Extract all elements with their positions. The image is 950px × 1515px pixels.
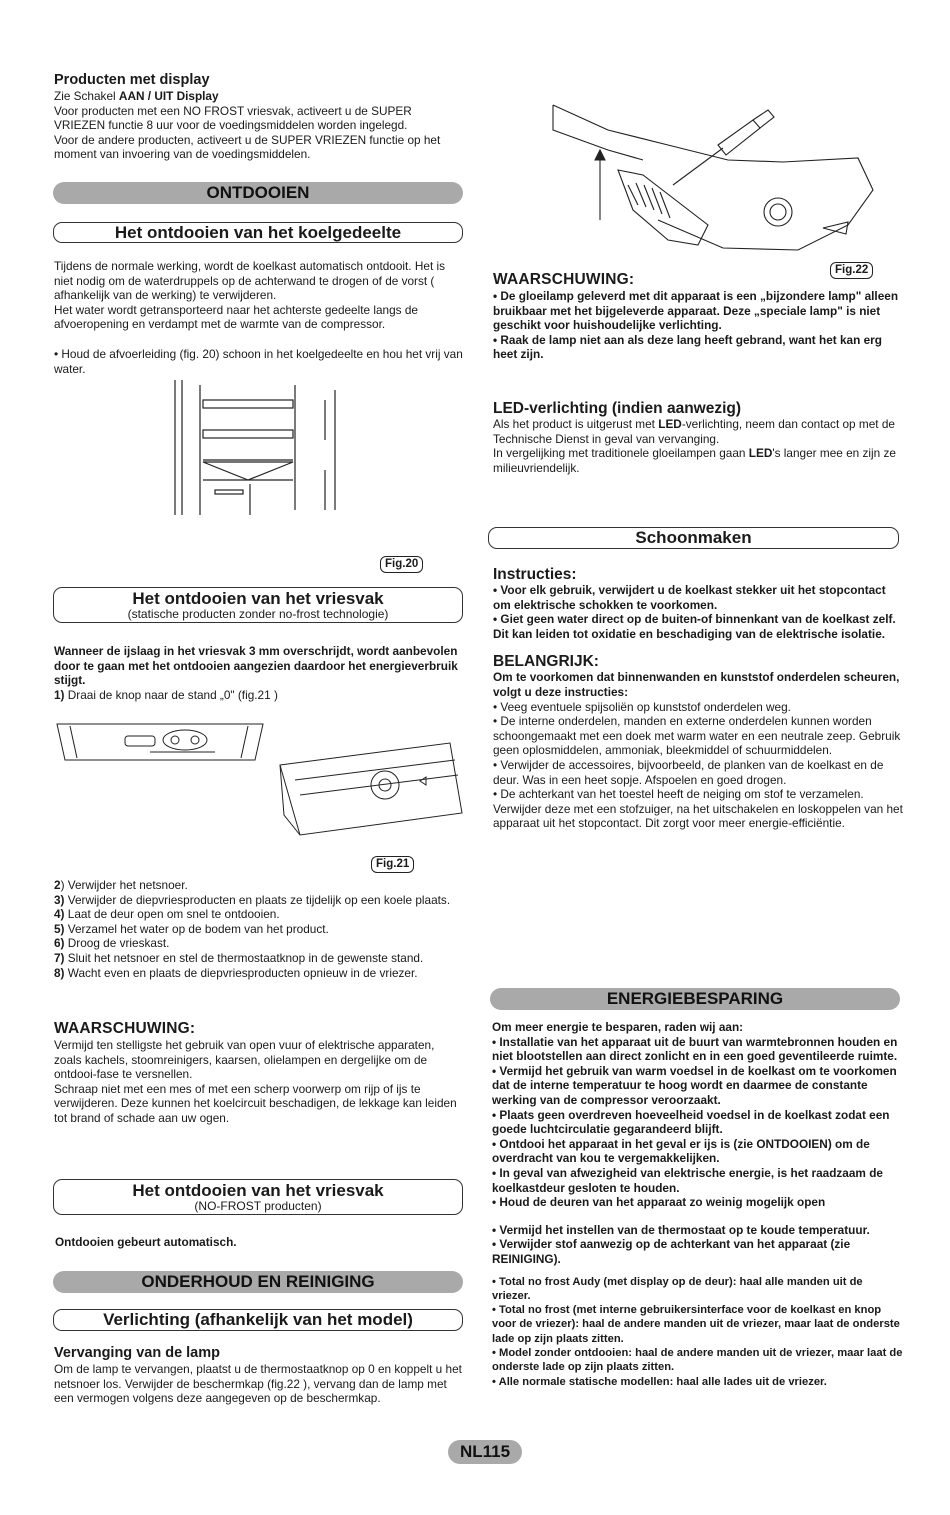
step-5-num: 5) bbox=[54, 921, 65, 936]
page-number: NL115 bbox=[448, 1440, 522, 1464]
energie-bar: ENERGIEBESPARING bbox=[490, 988, 900, 1010]
instructies-p2: • Giet geen water direct op de buiten-of binnenkant van de koelkast zelf. Dit kan leiden tot oxidatie en beschadiging van de elektrische isolatie. bbox=[493, 612, 896, 641]
instructies-section bbox=[493, 566, 903, 831]
led-p1-c: -verlichting, neem dan contact op met de Technische Dienst in geval van vervanging. bbox=[493, 417, 895, 446]
step-4-text: Laat de deur open om snel te ontdooien. bbox=[64, 907, 280, 922]
nofrost-bar-subtitle: (NO-FROST producten) bbox=[194, 1199, 322, 1213]
koel-bar bbox=[53, 222, 463, 243]
energie-item-6: • In geval van afwezigheid van elektrische energie, is het raadzaam de koelkastdeur gesloten te houden. bbox=[492, 1165, 883, 1195]
step-8 bbox=[54, 966, 464, 981]
energie-item-8: • Vermijd het instellen van de thermostaat op te koude temperatuur. bbox=[492, 1222, 870, 1237]
belangrijk-heading: BELANGRIJK: bbox=[493, 653, 599, 671]
energie-item-9: • Verwijder stof aanwezig op de achterkant van het apparaat (zie REINIGING). bbox=[492, 1237, 851, 1266]
led-p2-b: LED bbox=[748, 446, 773, 461]
thermostat-knob-illustration bbox=[270, 735, 465, 840]
step-2-text: ) Verwijder het netsnoer. bbox=[60, 878, 188, 892]
display-p1-bold: AAN / UIT Display bbox=[118, 89, 219, 103]
step-1-num: 1) bbox=[54, 687, 65, 702]
schoon-bar bbox=[488, 527, 899, 549]
energie-item-7: • Houd de deuren van het apparaat zo weinig mogelijk open bbox=[492, 1195, 826, 1210]
step-3-text: Verwijder de diepvriesproducten en plaats ze tijdelijk op een koele plaats. bbox=[64, 892, 451, 907]
energie-item-3: • Vermijd het gebruik van warm voedsel in de koelkast om te voorkomen dat de interne temperatuur te hoog wordt en daarmee de constante werking van de compressor veroorzaakt. bbox=[492, 1063, 897, 1107]
lamp-heading: Vervanging van de lamp bbox=[54, 1345, 220, 1361]
steps-list bbox=[54, 878, 464, 980]
step-6 bbox=[54, 936, 464, 951]
display-p2: Voor producten met een NO FROST vriesvak, activeert u de SUPER VRIEZEN functie 8 uur voor de voedingsmiddelen worden ingelegd. bbox=[54, 103, 412, 133]
lamp-text: Om de lamp te vervangen, plaatst u de thermostaatknop op 0 en koppelt u het netsnoer los. Verwijder de beschermkap (fig.22 ), vervang dan de lamp met een vermogen volgens deze aangegeven op de beschermkap. bbox=[54, 1362, 462, 1406]
step-6-num: 6) bbox=[54, 936, 65, 951]
energie-item-4: • Plaats geen overdreven hoeveelheid voedsel in de koelkast zodat een goede luchtcirculatie gegarandeerd blijft. bbox=[492, 1107, 890, 1137]
verlichting-bar-title: Verlichting (afhankelijk van het model) bbox=[103, 1310, 413, 1329]
left-warning-heading: WAARSCHUWING: bbox=[54, 1020, 196, 1037]
vries-bold-text: Wanneer de ijslaag in het vriesvak 3 mm overschrijdt, wordt aanbevolen door te gaan met het ontdooien aangezien daardoor het energieverbruik stijgt. bbox=[54, 644, 458, 688]
vries-bar bbox=[53, 587, 463, 623]
right-warning-p1: • De gloeilamp geleverd met dit apparaat is een „bijzondere lamp" alleen bruikbaar met het bijgeleverde apparaat. Deze „speciale lamp" is niet geschikt voor huishoudelijke verlichting. bbox=[493, 289, 899, 333]
energie-item-5: • Ontdooi het apparaat in het geval er ijs is (zie ONTDOOIEN) om de overdracht van kou te vergemakkelijken. bbox=[492, 1136, 870, 1166]
led-p1-a: Als het product is uitgerust met bbox=[493, 417, 659, 431]
energie-item-12: • Model zonder ontdooien: haal de andere manden uit de vriezer, maar laat de onderste lade op zijn plaats zitten. bbox=[492, 1346, 903, 1374]
koel-p1: Tijdens de normale werking, wordt de koelkast automatisch ontdooit. Het is niet nodig om de waterdruppels op de achterwand te drogen of de vorst ( afhankelijk van de werking) te verwijderen. bbox=[54, 259, 446, 303]
step-2-num: 2 bbox=[54, 878, 61, 892]
onderhoud-bar: ONDERHOUD EN REINIGING bbox=[53, 1271, 463, 1293]
step-6-text: Droog de vrieskast. bbox=[64, 936, 170, 951]
nofrost-text: Ontdooien gebeurt automatisch. bbox=[55, 1235, 237, 1249]
step-1-text: Draai de knop naar de stand „0" (fig.21 ) bbox=[64, 687, 278, 702]
step-8-text: Wacht even en plaats de diepvriesproducten opnieuw in de vriezer. bbox=[64, 965, 418, 980]
ontdooien-bar: ONTDOOIEN bbox=[53, 182, 463, 204]
right-warning bbox=[493, 271, 903, 362]
left-warning-p1: Vermijd ten stelligste het gebruik van open vuur of elektrische apparaten, zoals kachels, stoomreinigers, kaarsen, olielampen en dergelijke om de ontdooi-fase te versnellen. bbox=[54, 1038, 435, 1082]
step-2 bbox=[54, 878, 464, 893]
belangrijk-bold: Om te voorkomen dat binnenwanden en kunststof onderdelen scheuren, volgt u deze instructies: bbox=[493, 670, 900, 699]
led-p2-a: In vergelijking met traditionele gloeilampen gaan bbox=[493, 446, 749, 461]
display-p3: Voor de andere producten, activeert u de SUPER VRIEZEN functie op het moment van invoering van de voedingsmiddelen. bbox=[54, 132, 441, 162]
belangrijk-item-1: • Veeg eventuele spijsoliën op kunststof onderdelen weg. bbox=[493, 699, 791, 714]
led-p2-c: 's langer mee en zijn ze milieuvriendelijk. bbox=[493, 446, 896, 475]
vries-section bbox=[54, 644, 464, 702]
koel-p3: • Houd de afvoerleiding (fig. 20) schoon in het koelgedeelte en hou het vrij van water. bbox=[54, 346, 463, 376]
energie-item-1: Om meer energie te besparen, raden wij aan: bbox=[492, 1020, 744, 1034]
step-7-num: 7) bbox=[54, 950, 65, 965]
lamp-cover-screwdriver-illustration bbox=[548, 100, 878, 260]
belangrijk-item-3: • Verwijder de accessoires, bijvoorbeeld, de planken van de koelkast en de deur. Was in een heet sopje. Afspoelen en goed drogen. bbox=[493, 757, 884, 787]
step-1 bbox=[54, 688, 464, 703]
step-3-num: 3) bbox=[54, 892, 65, 907]
led-heading: LED-verlichting (indien aanwezig) bbox=[493, 400, 742, 417]
vries-bar-subtitle: (statische producten zonder no-frost technologie) bbox=[127, 607, 389, 621]
verlichting-bar bbox=[53, 1309, 463, 1331]
step-8-num: 8) bbox=[54, 965, 65, 980]
thermostat-strip-illustration bbox=[55, 722, 265, 767]
display-p1 bbox=[54, 89, 464, 104]
instructies-p1: • Voor elk gebruik, verwijdert u de koelkast stekker uit het stopcontact om elektrische schokken te voorkomen. bbox=[493, 583, 886, 612]
belangrijk-item-2: • De interne onderdelen, manden en externe onderdelen kunnen worden schoongemaakt met een doek met warm water en een neutrale zeep. Gebruik geen oplosmiddelen, ammoniak, bleekmiddel of schuurmiddelen. bbox=[493, 714, 901, 758]
fig20-label: Fig.20 bbox=[380, 556, 423, 573]
energie-item-13: • Alle normale statische modellen: haal alle lades uit de vriezer. bbox=[492, 1375, 827, 1388]
display-p1-text: Zie Schakel bbox=[54, 89, 119, 103]
lamp-section bbox=[54, 1345, 464, 1406]
koel-p2: Het water wordt getransporteerd naar het achterste gedeelte langs de afvoeropening en verdampt met de warmte van de compressor. bbox=[54, 302, 418, 332]
energie-item-11: • Total no frost (met interne gebruikersinterface voor de koelkast en knop voor de vriezer): haal de andere manden uit de vriezer, maar laat de onderste lade op zijn plaats zitten. bbox=[492, 1304, 900, 1345]
energie-item-2: • Installatie van het apparaat uit de buurt van warmtebronnen houden en niet blootstellen aan direct zonlicht en in een goed geventileerde ruimte. bbox=[492, 1034, 898, 1064]
step-7-text: Sluit het netsnoer en stel de thermostaatknop in de gewenste stand. bbox=[64, 950, 424, 965]
energie-item-10: • Total no frost Audy (met display op de deur): haal alle manden uit de vriezer. bbox=[492, 1275, 863, 1302]
led-p1 bbox=[493, 417, 903, 446]
right-warning-heading: WAARSCHUWING: bbox=[493, 271, 635, 288]
koel-bar-title: Het ontdooien van het koelgedeelte bbox=[114, 223, 402, 242]
left-warning-p2: Schraap niet met een mes of met een scherp voorwerp om rijp of ijs te verwijderen. Deze kunnen het koelcircuit beschadigen, de lekkage kan leiden tot brand of schade aan uw ogen. bbox=[54, 1081, 457, 1125]
belangrijk-item-4: • De achterkant van het toestel heeft de neiging om stof te verzamelen. Verwijder deze met een stofzuiger, na het uitschakelen en loskoppelen van het apparaat uit het stopcontact. Dit zorgt voor meer energie-efficiëntie. bbox=[493, 787, 903, 831]
step-5 bbox=[54, 922, 464, 937]
step-3 bbox=[54, 893, 464, 908]
step-4-num: 4) bbox=[54, 907, 65, 922]
schoon-bar-title: Schoonmaken bbox=[635, 528, 752, 547]
koel-section bbox=[54, 259, 464, 376]
step-5-text: Verzamel het water op de bodem van het product. bbox=[64, 921, 329, 936]
step-7 bbox=[54, 951, 464, 966]
display-heading: Producten met display bbox=[54, 72, 210, 88]
fridge-shelves-illustration bbox=[170, 380, 345, 520]
instructies-heading: Instructies: bbox=[493, 566, 577, 583]
led-p1-b: LED bbox=[658, 417, 682, 431]
energie-section bbox=[492, 1020, 904, 1389]
display-section bbox=[54, 72, 464, 162]
nofrost-bar-title: Het ontdooien van het vriesvak bbox=[132, 1181, 384, 1200]
fig22-label: Fig.22 bbox=[830, 262, 873, 279]
right-warning-p2: • Raak de lamp niet aan als deze lang heeft gebrand, want het kan erg heet zijn. bbox=[493, 332, 882, 362]
vries-bar-title: Het ontdooien van het vriesvak bbox=[132, 589, 384, 608]
fig21-label: Fig.21 bbox=[371, 856, 414, 873]
led-section bbox=[493, 400, 903, 475]
step-4 bbox=[54, 907, 464, 922]
led-p2 bbox=[493, 446, 903, 475]
left-warning bbox=[54, 1020, 464, 1126]
nofrost-bar bbox=[53, 1179, 463, 1215]
